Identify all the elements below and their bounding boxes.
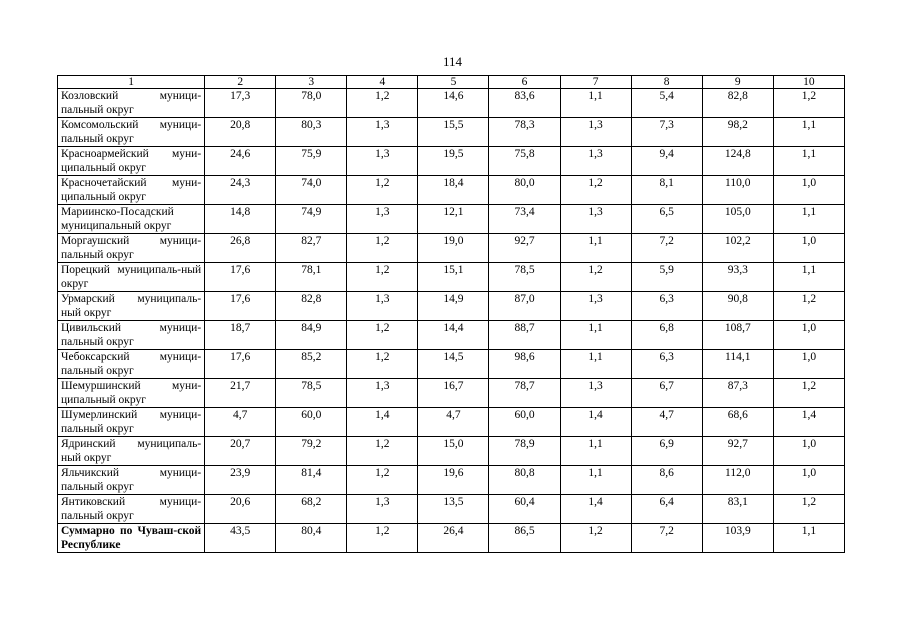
table-cell: 83,1 [702,495,773,524]
table-cell: 68,6 [702,408,773,437]
table-cell: 1,3 [347,495,418,524]
table-cell: 1,2 [773,495,844,524]
table-cell: 60,0 [489,408,560,437]
table-cell: 68,2 [276,495,347,524]
table-cell: 84,9 [276,321,347,350]
column-header: 6 [489,76,560,89]
table-cell: 75,9 [276,147,347,176]
district-name: Шумерлинский муници-пальный округ [58,408,205,437]
table-cell: 26,8 [205,234,276,263]
table-cell: 6,5 [631,205,702,234]
table-cell: 1,2 [773,379,844,408]
table-cell: 1,2 [347,176,418,205]
column-header: 4 [347,76,418,89]
table-cell: 20,8 [205,118,276,147]
table-row [58,350,845,379]
table-cell: 14,6 [418,89,489,118]
table-cell: 14,8 [205,205,276,234]
table-cell: 17,3 [205,89,276,118]
table-cell: 1,0 [773,321,844,350]
column-header: 8 [631,76,702,89]
district-name: Яльчикский муници-пальный округ [58,466,205,495]
table-cell: 92,7 [489,234,560,263]
table-cell: 78,0 [276,89,347,118]
table-cell: 24,6 [205,147,276,176]
district-name: Козловский муници-пальный округ [58,89,205,118]
table-cell: 1,1 [560,466,631,495]
table-cell: 14,5 [418,350,489,379]
table-cell: 8,1 [631,176,702,205]
table-cell: 15,1 [418,263,489,292]
table-cell: 7,2 [631,524,702,553]
table-cell: 102,2 [702,234,773,263]
table-cell: 5,9 [631,263,702,292]
table-cell: 60,4 [489,495,560,524]
district-name: Ядринский муниципаль-ный округ [58,437,205,466]
table-cell: 1,1 [560,321,631,350]
table-cell: 92,7 [702,437,773,466]
district-name: Шемуршинский муни-ципальный округ [58,379,205,408]
table-cell: 78,5 [489,263,560,292]
table-cell: 110,0 [702,176,773,205]
table-row [58,321,845,350]
table-cell: 1,3 [560,118,631,147]
district-name: Янтиковский муници-пальный округ [58,495,205,524]
table-cell: 24,3 [205,176,276,205]
table-cell: 81,4 [276,466,347,495]
table-cell: 87,0 [489,292,560,321]
table-cell: 80,4 [276,524,347,553]
table-cell: 1,4 [560,408,631,437]
table-cell: 23,9 [205,466,276,495]
table-cell: 78,9 [489,437,560,466]
table-cell: 6,9 [631,437,702,466]
table-cell: 15,0 [418,437,489,466]
table-row [58,379,845,408]
table-cell: 73,4 [489,205,560,234]
table-cell: 114,1 [702,350,773,379]
table-cell: 1,2 [347,263,418,292]
table-cell: 4,7 [631,408,702,437]
table-row [58,263,845,292]
table-cell: 1,2 [773,292,844,321]
table-cell: 74,0 [276,176,347,205]
table-cell: 79,2 [276,437,347,466]
table-cell: 8,6 [631,466,702,495]
table-cell: 17,6 [205,350,276,379]
table-cell: 1,2 [347,437,418,466]
table-cell: 87,3 [702,379,773,408]
table-cell: 1,0 [773,437,844,466]
table-cell: 1,4 [347,408,418,437]
district-name: Урмарский муниципаль-ный округ [58,292,205,321]
table-cell: 6,4 [631,495,702,524]
table-cell: 93,3 [702,263,773,292]
table-cell: 1,0 [773,466,844,495]
column-header: 1 [58,76,205,89]
total-label: Суммарно по Чуваш-ской Республике [58,524,205,553]
column-header: 2 [205,76,276,89]
table-cell: 1,2 [347,89,418,118]
table-cell: 1,1 [773,205,844,234]
column-header: 9 [702,76,773,89]
table-cell: 105,0 [702,205,773,234]
table-row [58,205,845,234]
district-name: Цивильский муници-пальный округ [58,321,205,350]
table-cell: 82,8 [276,292,347,321]
table-cell: 1,3 [347,118,418,147]
table-cell: 1,2 [347,350,418,379]
table-cell: 1,1 [773,263,844,292]
table-cell: 78,5 [276,379,347,408]
table-cell: 1,1 [560,350,631,379]
table-cell: 108,7 [702,321,773,350]
table-cell: 80,0 [489,176,560,205]
table-cell: 20,6 [205,495,276,524]
table-cell: 18,4 [418,176,489,205]
table-cell: 19,0 [418,234,489,263]
table-cell: 1,2 [347,466,418,495]
table-cell: 80,3 [276,118,347,147]
table-cell: 4,7 [205,408,276,437]
table-cell: 80,8 [489,466,560,495]
district-name: Красноармейский муни-ципальный округ [58,147,205,176]
table-cell: 6,3 [631,350,702,379]
table-cell: 6,7 [631,379,702,408]
table-cell: 43,5 [205,524,276,553]
table-cell: 98,6 [489,350,560,379]
table-cell: 1,1 [773,147,844,176]
table-row [58,118,845,147]
table-header [58,76,845,89]
table-cell: 12,1 [418,205,489,234]
table-cell: 124,8 [702,147,773,176]
table-cell: 103,9 [702,524,773,553]
table-cell: 1,1 [773,118,844,147]
table-row [58,437,845,466]
district-name: Чебоксарский муници-пальный округ [58,350,205,379]
table-cell: 98,2 [702,118,773,147]
table-cell: 74,9 [276,205,347,234]
table-cell: 13,5 [418,495,489,524]
table-cell: 1,1 [560,89,631,118]
table-cell: 17,6 [205,292,276,321]
page-number: 114 [442,54,463,69]
table-row [58,292,845,321]
table-cell: 9,4 [631,147,702,176]
table-cell: 5,4 [631,89,702,118]
column-header: 10 [773,76,844,89]
total-row [58,524,845,553]
table-cell: 26,4 [418,524,489,553]
table-cell: 7,2 [631,234,702,263]
table-cell: 1,3 [347,147,418,176]
district-name: Красночетайский муни-ципальный округ [58,176,205,205]
table-cell: 78,7 [489,379,560,408]
table-cell: 88,7 [489,321,560,350]
table-cell: 1,2 [347,524,418,553]
table-cell: 1,4 [773,408,844,437]
table-cell: 14,9 [418,292,489,321]
table-cell: 1,1 [560,437,631,466]
table-cell: 85,2 [276,350,347,379]
table-row [58,176,845,205]
table-cell: 1,0 [773,234,844,263]
table-body [58,89,845,553]
district-name: Мариинско-Посадский муниципальный округ [58,205,205,234]
table-cell: 1,2 [347,234,418,263]
table-cell: 19,5 [418,147,489,176]
table-cell: 1,3 [560,147,631,176]
table-cell: 112,0 [702,466,773,495]
table-cell: 1,1 [560,234,631,263]
column-header: 3 [276,76,347,89]
table-cell: 1,2 [773,89,844,118]
district-name: Порецкий муниципаль-ный округ [58,263,205,292]
table-row [58,408,845,437]
district-name: Комсомольский муници-пальный округ [58,118,205,147]
table-cell: 1,3 [560,379,631,408]
table-cell: 4,7 [418,408,489,437]
table-cell: 1,1 [773,524,844,553]
table-cell: 86,5 [489,524,560,553]
table-cell: 78,1 [276,263,347,292]
table-cell: 90,8 [702,292,773,321]
table-cell: 1,2 [347,321,418,350]
header-row [58,76,845,89]
column-header: 7 [560,76,631,89]
table-row [58,147,845,176]
table-cell: 16,7 [418,379,489,408]
table-cell: 14,4 [418,321,489,350]
table-cell: 20,7 [205,437,276,466]
table-cell: 6,3 [631,292,702,321]
table-cell: 1,3 [560,205,631,234]
table-cell: 83,6 [489,89,560,118]
table-cell: 17,6 [205,263,276,292]
data-table [57,75,845,553]
table-cell: 1,0 [773,176,844,205]
table-cell: 82,8 [702,89,773,118]
table-cell: 78,3 [489,118,560,147]
table-cell: 1,3 [347,205,418,234]
table-cell: 7,3 [631,118,702,147]
column-header: 5 [418,76,489,89]
table-cell: 1,0 [773,350,844,379]
table-row [58,234,845,263]
table-cell: 1,3 [560,292,631,321]
table-cell: 21,7 [205,379,276,408]
table-cell: 1,4 [560,495,631,524]
table-row [58,89,845,118]
table-cell: 82,7 [276,234,347,263]
table-cell: 1,2 [560,263,631,292]
district-name: Моргаушский муници-пальный округ [58,234,205,263]
table-cell: 1,2 [560,524,631,553]
table-cell: 18,7 [205,321,276,350]
table-cell: 1,3 [347,379,418,408]
table-cell: 19,6 [418,466,489,495]
table-row [58,466,845,495]
table-cell: 1,2 [560,176,631,205]
table-row [58,495,845,524]
table-cell: 1,3 [347,292,418,321]
table-cell: 60,0 [276,408,347,437]
table-cell: 75,8 [489,147,560,176]
table-cell: 6,8 [631,321,702,350]
table-cell: 15,5 [418,118,489,147]
